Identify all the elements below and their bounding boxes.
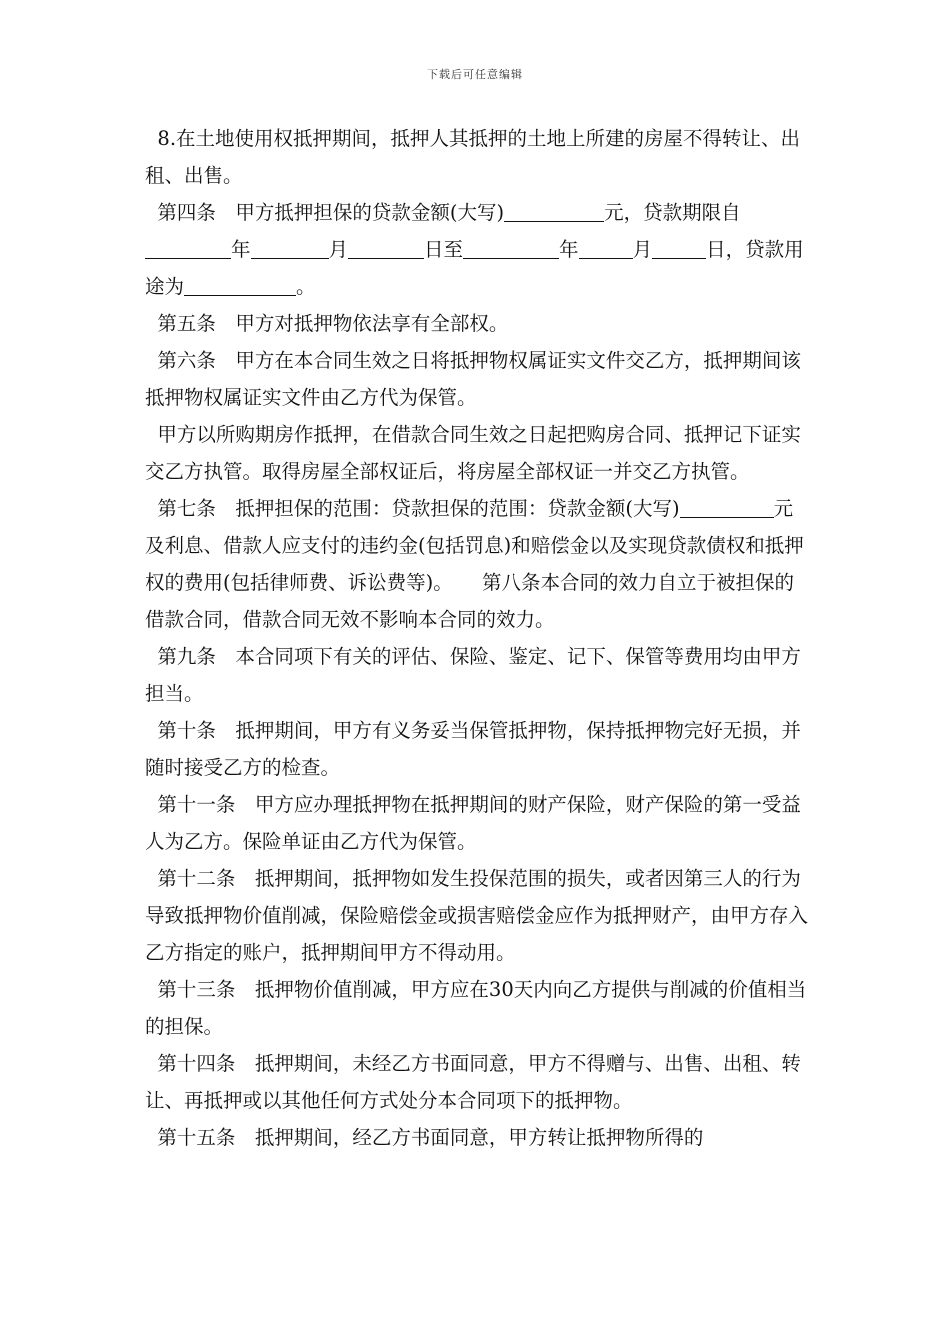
paragraph-article-15: 第十五条 抵押期间，经乙方书面同意，甲方转让抵押物所得的 — [145, 1126, 704, 1149]
paragraph-article-9: 第九条 本合同项下有关的评估、保险、鉴定、记下、保管等费用均由甲方担当。 — [145, 645, 801, 705]
guarantee-amount-blank — [680, 495, 724, 518]
end-day-blank — [652, 236, 706, 259]
paragraph-article-4 — [145, 194, 810, 305]
start-year-blank — [145, 236, 231, 259]
paragraph-article-5: 第五条 甲方对抵押物依法享有全部权。 — [145, 312, 509, 335]
paragraph-article-11: 第十一条 甲方应办理抵押物在抵押期间的财产保险，财产保险的第一受益人为乙方。保险单证由乙方代为保管。 — [145, 793, 801, 853]
article-7-text: 第七条 抵押担保的范围：贷款担保的范围：贷款金额(大写) — [145, 497, 680, 520]
purpose-label: 日，贷款用途为 — [145, 238, 804, 298]
paragraph-article-12: 第十二条 抵押期间，抵押物如发生投保范围的损失，或者因第三人的行为导致抵押物价值削减，保险赔偿金或损害赔偿金应作为抵押财产，由甲方存入乙方指定的账户，抵押期间甲方不得动用。 — [145, 867, 809, 964]
month-label: 月 — [328, 238, 349, 261]
article-4-text: 第四条 甲方抵押担保的贷款金额(大写) — [145, 201, 505, 224]
guarantee-amount-blank-2 — [724, 495, 774, 518]
paragraph-clause-8: 8.在土地使用权抵押期间，抵押人其抵押的土地上所建的房屋不得转让、出租、出售。 — [145, 127, 801, 187]
paragraph-article-14: 第十四条 抵押期间，未经乙方书面同意，甲方不得赠与、出售、出租、转让、再抵押或以其他任何方式处分本合同项下的抵押物。 — [145, 1052, 801, 1112]
end-month-blank — [579, 236, 633, 259]
paragraph-article-13: 第十三条 抵押物价值削减，甲方应在30天内向乙方提供与削减的价值相当的担保。 — [145, 978, 807, 1038]
start-day-blank — [348, 236, 424, 259]
paragraph-article-7 — [145, 490, 810, 638]
start-month-blank — [251, 236, 329, 259]
year-label-2: 年 — [559, 238, 579, 261]
month-label-2: 月 — [632, 238, 653, 261]
header-note: 下载后可任意编辑 — [427, 68, 523, 81]
period-mark: 。 — [296, 275, 316, 298]
article-7-text-2: 元及利息、借款人应支付的违约金(包括罚息)和赔偿金以及实现贷款债权和抵押权的费用(包括律师费、诉讼费等)。 第八条本合同的效力自立于被担保的借款合同，借款合同无效不影响本合同的效力。 — [145, 497, 804, 631]
year-label: 年 — [231, 238, 251, 261]
amount-blank — [504, 199, 604, 222]
end-year-blank — [463, 236, 559, 259]
paragraph-presale-mortgage: 甲方以所购期房作抵押，在借款合同生效之日起把购房合同、抵押记下证实交乙方执管。取得房屋全部权证后，将房屋全部权证一并交乙方执管。 — [145, 423, 801, 483]
paragraph-article-10: 第十条 抵押期间，甲方有义务妥当保管抵押物，保持抵押物完好无损，并随时接受乙方的检查。 — [145, 719, 801, 779]
contract-body — [145, 120, 810, 1156]
purpose-blank — [184, 273, 296, 296]
day-to-label: 日至 — [424, 238, 464, 261]
paragraph-article-6: 第六条 甲方在本合同生效之日将抵押物权属证实文件交乙方，抵押期间该抵押物权属证实文件由乙方代为保管。 — [145, 349, 801, 409]
article-4-text-2: 元，贷款期限自 — [604, 201, 741, 224]
